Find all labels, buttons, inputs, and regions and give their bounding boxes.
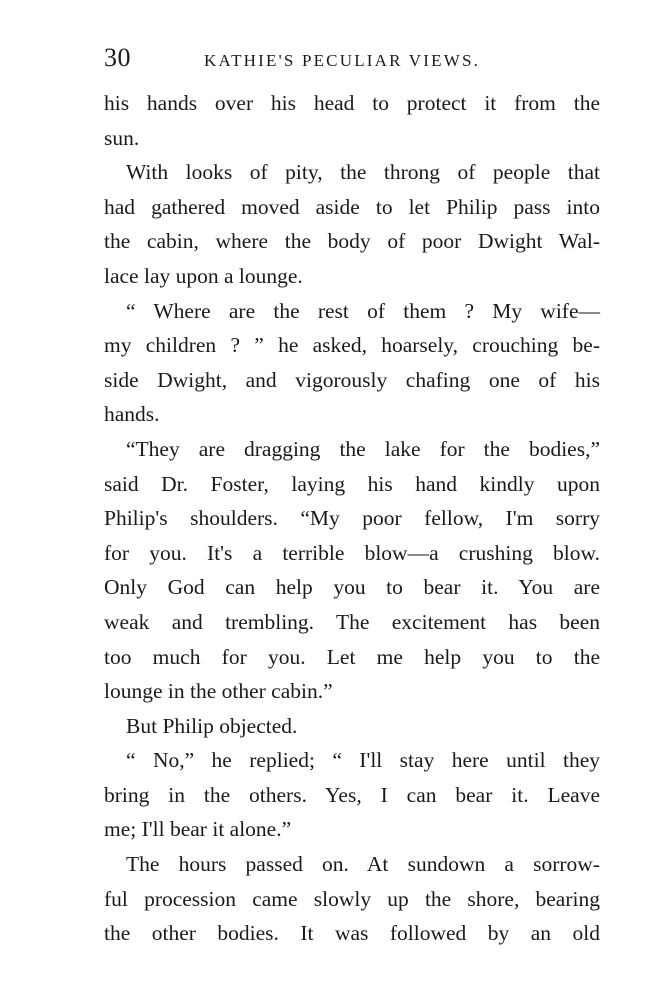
page-number: 30 (104, 43, 131, 72)
text-line: my children ? ” he asked, hoarsely, crouching be- (104, 333, 600, 358)
text-line: said Dr. Foster, laying his hand kindly upon (104, 471, 600, 496)
text-line: sun. (104, 125, 140, 150)
text-line: “They are dragging the lake for the bodies,” (126, 436, 600, 461)
text-line: lounge in the other cabin.” (104, 679, 333, 704)
text-line: But Philip objected. (126, 713, 298, 738)
page-header (104, 40, 604, 76)
text-line: the cabin, where the body of poor Dwight Wal- (104, 229, 600, 254)
text-line: hands. (104, 402, 160, 427)
text-line: The hours passed on. At sundown a sorrow- (126, 852, 600, 877)
text-line: Only God can help you to bear it. You are (104, 575, 600, 600)
text-line: “ Where are the rest of them ? My wife— (126, 298, 600, 323)
text-line: weak and trembling. The excitement has been (104, 609, 600, 634)
text-line: for you. It's a terrible blow—a crushing blow. (104, 540, 600, 565)
body-text (104, 86, 600, 951)
text-line: his hands over his head to protect it from the (104, 91, 600, 115)
text-line: “ No,” he replied; “ I'll stay here until they (126, 748, 600, 773)
text-line: the other bodies. It was followed by an old (104, 921, 600, 946)
text-line: Philip's shoulders. “My poor fellow, I'm sorry (104, 506, 600, 531)
text-line: side Dwight, and vigorously chafing one of his (104, 367, 600, 392)
text-line: With looks of pity, the throng of people that (126, 160, 600, 185)
text-line: had gathered moved aside to let Philip pass into (104, 194, 600, 219)
text-line: too much for you. Let me help you to the (104, 644, 600, 669)
text-line: ful procession came slowly up the shore, bearing (104, 886, 600, 911)
running-title: KATHIE'S PECULIAR VIEWS. (204, 51, 481, 70)
text-line: bring in the others. Yes, I can bear it. Leave (104, 782, 600, 807)
text-line: lace lay upon a lounge. (104, 263, 303, 288)
text-line: me; I'll bear it alone.” (104, 817, 292, 842)
